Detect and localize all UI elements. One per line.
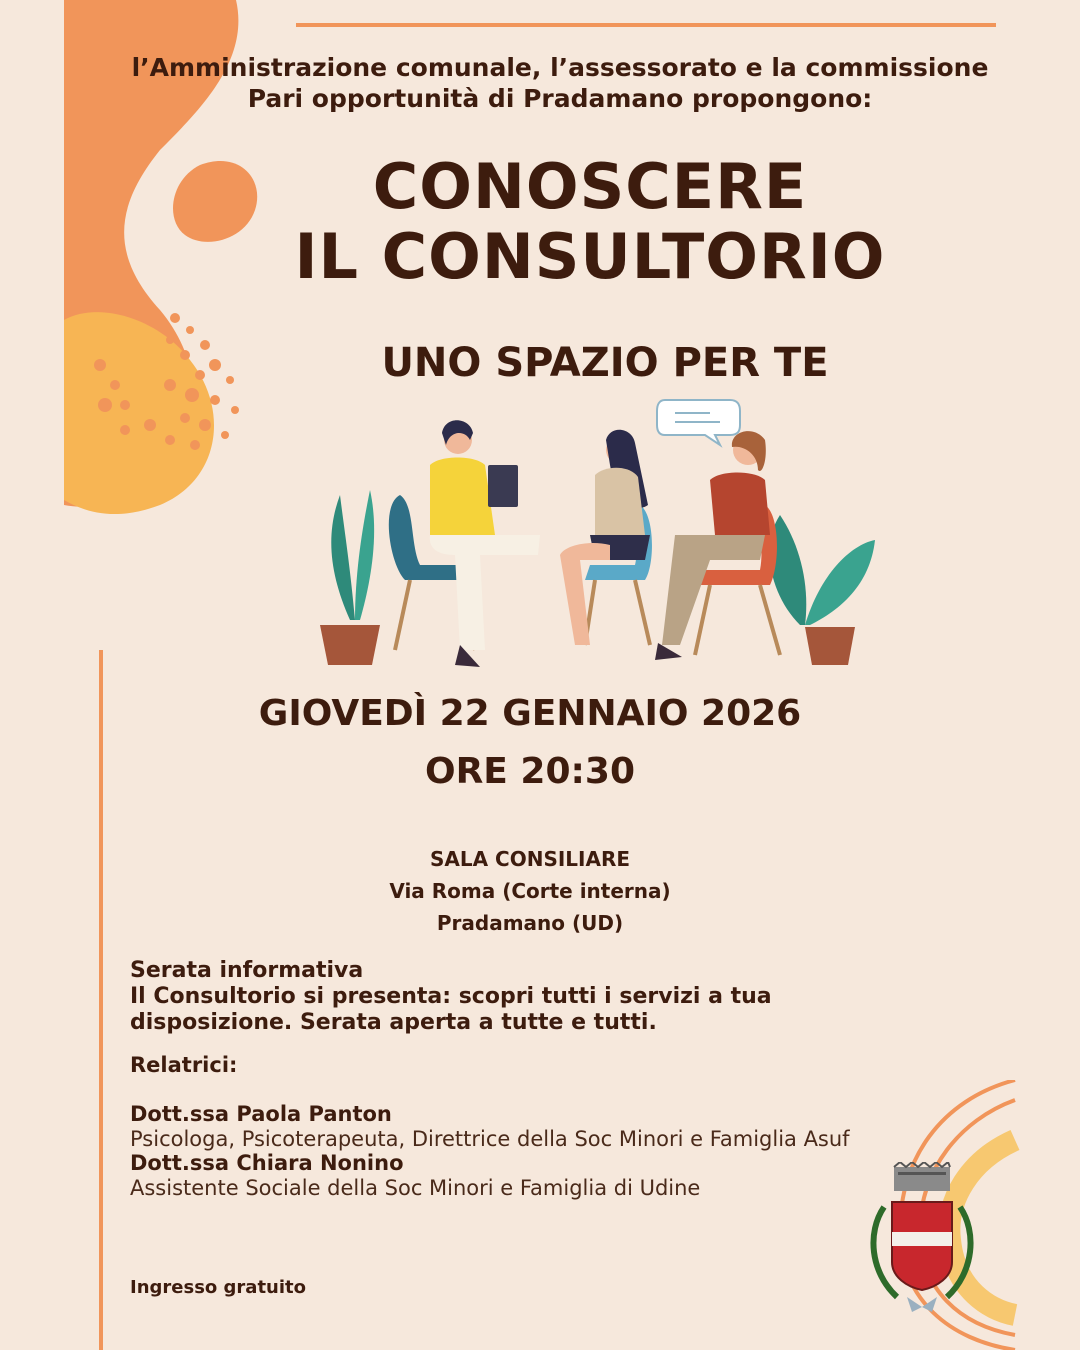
coat-of-arms-emblem-icon (862, 1162, 982, 1322)
description-block (130, 958, 890, 1036)
description-heading: Serata informativa (130, 958, 364, 983)
left-divider-line (99, 650, 103, 1350)
speaker-item (130, 1151, 930, 1201)
free-entry-note: Ingresso gratuito (130, 1277, 307, 1298)
speaker-name: Dott.ssa Chiara Nonino (130, 1151, 404, 1175)
speaker-name: Dott.ssa Paola Panton (130, 1102, 392, 1126)
venue-block (240, 843, 820, 939)
title-line-1: CONOSCERE (372, 150, 808, 223)
subtitle: UNO SPAZIO PER TE (381, 340, 829, 386)
intro-text (110, 52, 1010, 114)
speaker-role: Assistente Sociale della Soc Minori e Famiglia di Udine (130, 1176, 701, 1200)
intro-line-2: Pari opportunità di Pradamano propongono: (247, 84, 873, 113)
description-line-1: Il Consultorio si presenta: scopri tutti i servizi a tua (130, 984, 772, 1009)
venue-city: Pradamano (UD) (436, 911, 624, 935)
event-date: GIOVEDÌ 22 GENNAIO 2026 (258, 693, 802, 734)
speaker-item (130, 1102, 930, 1152)
venue-name: SALA CONSILIARE (429, 847, 631, 871)
speakers-label: Relatrici: (130, 1053, 238, 1077)
event-time: ORE 20:30 (424, 751, 636, 792)
speaker-role: Psicologa, Psicoterapeuta, Direttrice della Soc Minori e Famiglia Asuf (130, 1127, 850, 1151)
venue-address: Via Roma (Corte interna) (389, 879, 671, 903)
top-divider-line (296, 23, 996, 27)
intro-line-1: l’Amministrazione comunale, l’assessorato e la commissione (131, 53, 989, 82)
illustration-women-talking-icon (310, 395, 890, 685)
title-line-2: IL CONSULTORIO (294, 220, 886, 293)
description-line-2: disposizione. Serata aperta a tutte e tutti. (130, 1010, 657, 1035)
page-title (200, 152, 980, 292)
